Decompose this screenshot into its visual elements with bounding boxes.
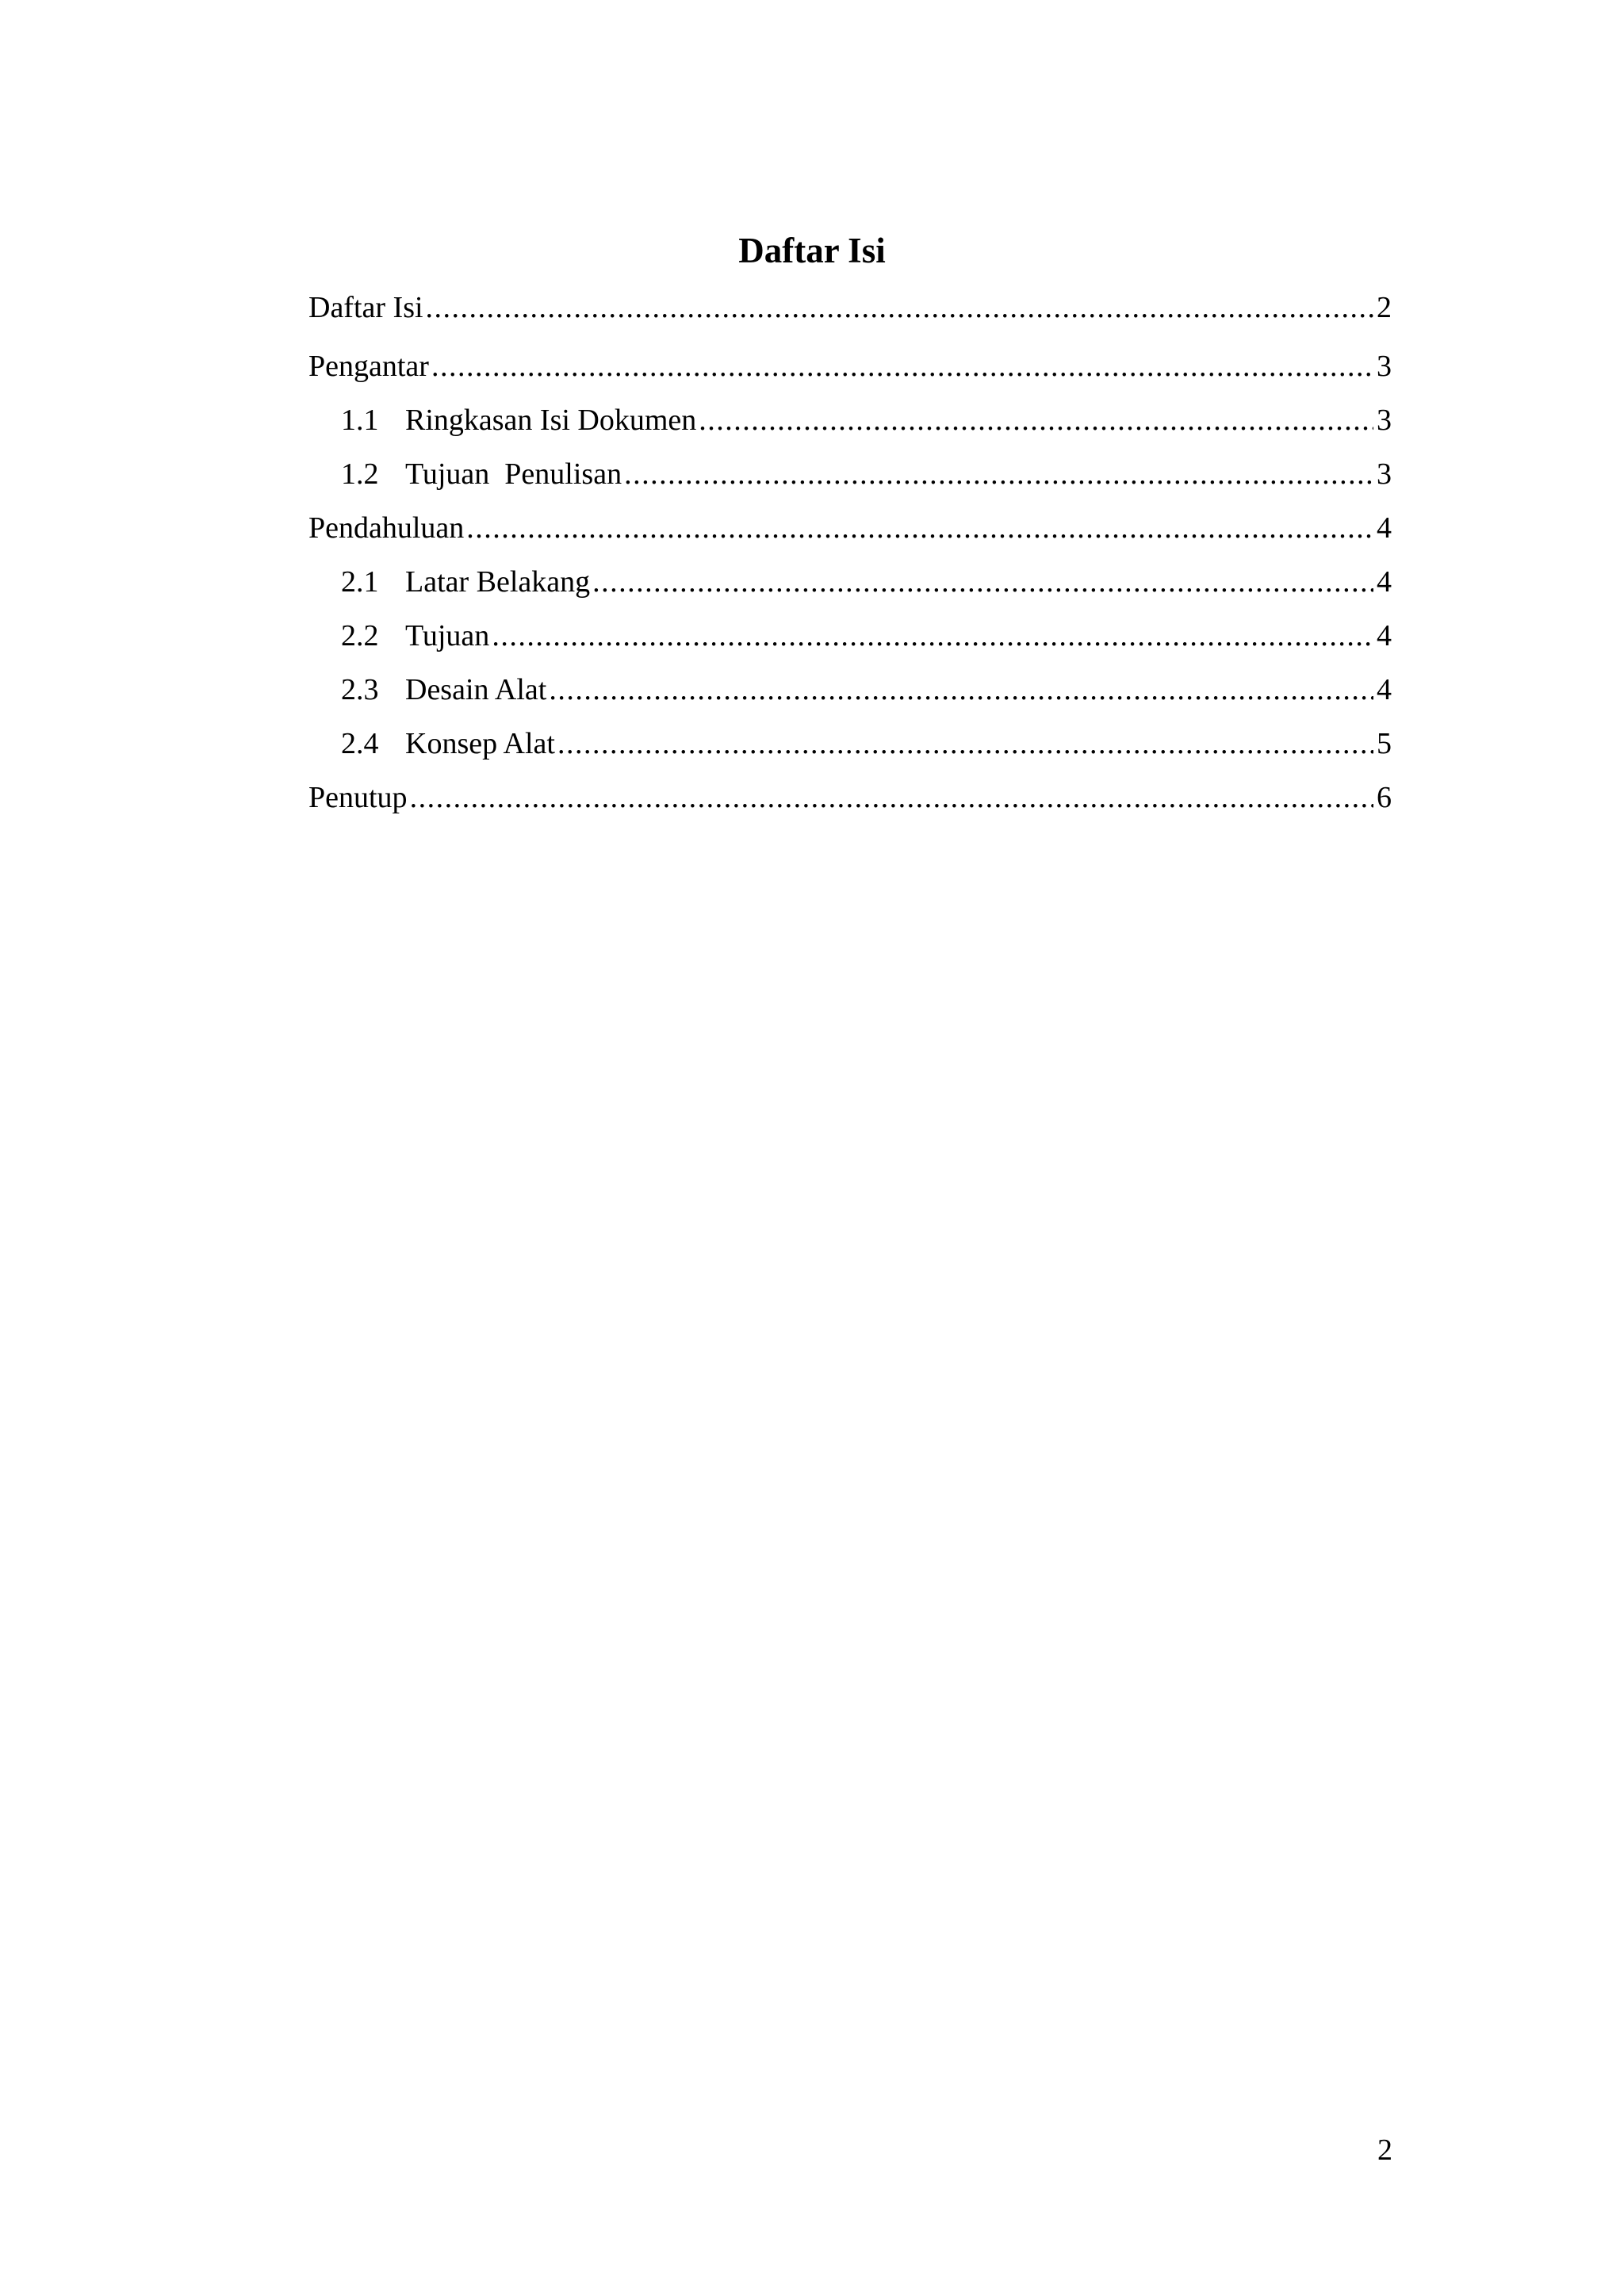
toc-dot-leader [557, 723, 1373, 764]
toc-entry-label: Ringkasan Isi Dokumen [405, 404, 697, 437]
toc-entry-label: Daftar Isi [308, 291, 423, 324]
toc-entry-number: 1.2 [341, 457, 379, 491]
toc-entry-number: 2.1 [341, 565, 379, 599]
toc-entry-tujuan-penulisan[interactable] [308, 453, 1392, 495]
toc-entry-page: 6 [1377, 781, 1392, 814]
toc-entry-page: 2 [1377, 291, 1392, 324]
toc-entry-page: 3 [1377, 350, 1392, 383]
toc-entry-number: 2.2 [341, 619, 379, 652]
toc-entry-number: 2.3 [341, 673, 379, 706]
toc-entry-label: Latar Belakang [405, 565, 591, 599]
toc-entry-number: 2.4 [341, 727, 379, 760]
toc-entry-label: Pengantar [308, 350, 429, 383]
toc-entry-label: Pendahuluan [308, 511, 465, 545]
toc-dot-leader [426, 287, 1373, 328]
toc-title: Daftar Isi [738, 231, 886, 270]
toc-entry-pendahuluan[interactable] [308, 507, 1392, 549]
toc-entry-label: Tujuan Penulisan [405, 457, 622, 491]
toc-entry-daftar-isi[interactable] [308, 287, 1392, 328]
toc-entry-label: Tujuan [405, 619, 490, 652]
page-number: 2 [1377, 2133, 1392, 2167]
toc-entry-desain-alat[interactable] [308, 669, 1392, 710]
toc-entry-latar-belakang[interactable] [308, 561, 1392, 603]
toc-entry-konsep-alat[interactable] [308, 723, 1392, 764]
toc-dot-leader [431, 346, 1373, 387]
toc-entry-page: 4 [1377, 619, 1392, 652]
toc-dot-leader [624, 453, 1373, 495]
toc-dot-leader [492, 615, 1373, 656]
toc-entry-page: 4 [1377, 565, 1392, 599]
toc-entry-ringkasan-isi-dokumen[interactable] [308, 400, 1392, 441]
toc-entry-tujuan[interactable] [308, 615, 1392, 656]
toc-entry-label: Desain Alat [405, 673, 547, 706]
toc-entry-page: 3 [1377, 404, 1392, 437]
toc-entry-page: 4 [1377, 673, 1392, 706]
toc-entry-pengantar[interactable] [308, 346, 1392, 387]
toc-dot-leader [592, 561, 1373, 603]
toc-entry-page: 5 [1377, 727, 1392, 760]
toc-entry-page: 3 [1377, 457, 1392, 491]
toc-dot-leader [466, 507, 1373, 549]
toc-entry-penutup[interactable] [308, 777, 1392, 818]
toc-entry-number: 1.1 [341, 404, 379, 437]
toc-entry-label: Konsep Alat [405, 727, 555, 760]
toc-entry-page: 4 [1377, 511, 1392, 545]
toc-entry-label: Penutup [308, 781, 408, 814]
toc-dot-leader [699, 400, 1373, 441]
toc-dot-leader [549, 669, 1373, 710]
toc-dot-leader [410, 777, 1373, 818]
